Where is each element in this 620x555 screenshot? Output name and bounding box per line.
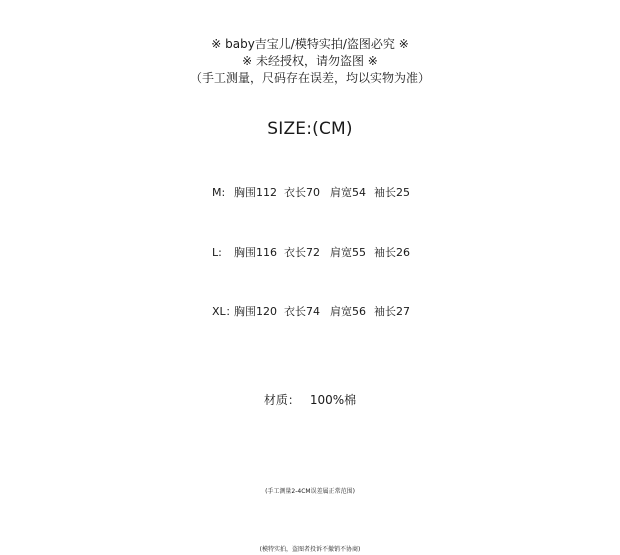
copyright-footnote: (模特实拍，盗图者投诉不撤销不协商) xyxy=(259,546,361,553)
chest-measurement: 胸围116 xyxy=(234,246,277,259)
material-value: 100%棉 xyxy=(309,393,357,407)
no-copy-notice: ※ 未经授权，请勿盗图 ※ xyxy=(242,54,378,68)
shoulder-measurement: 肩宽54 xyxy=(330,186,366,199)
size-label: M: xyxy=(212,186,226,199)
copyright-notice: ※ baby吉宝儿/模特实拍/盗图必究 ※ xyxy=(211,37,409,51)
sleeve-measurement: 袖长25 xyxy=(374,186,410,199)
material-label: 材质： xyxy=(263,393,300,407)
sleeve-measurement: 袖长27 xyxy=(374,305,410,318)
material-line xyxy=(0,392,620,408)
shoulder-measurement: 肩宽56 xyxy=(330,305,366,318)
measurement-footnote: (手工测量2-4CM误差属正常范围) xyxy=(265,488,355,495)
chest-measurement: 胸围112 xyxy=(234,186,277,199)
size-label: L: xyxy=(212,246,222,259)
size-chart-title: SIZE:(CM) xyxy=(267,119,353,139)
shoulder-measurement: 肩宽55 xyxy=(330,246,366,259)
size-label: XL： xyxy=(212,305,237,318)
length-measurement: 衣长70 xyxy=(284,186,320,199)
length-measurement: 衣长72 xyxy=(284,246,320,259)
sleeve-measurement: 袖长26 xyxy=(374,246,410,259)
measurement-notice: （手工测量，尺码存在误差，均以实物为准） xyxy=(189,71,430,85)
chest-measurement: 胸围120 xyxy=(234,305,277,318)
length-measurement: 衣长74 xyxy=(284,305,320,318)
